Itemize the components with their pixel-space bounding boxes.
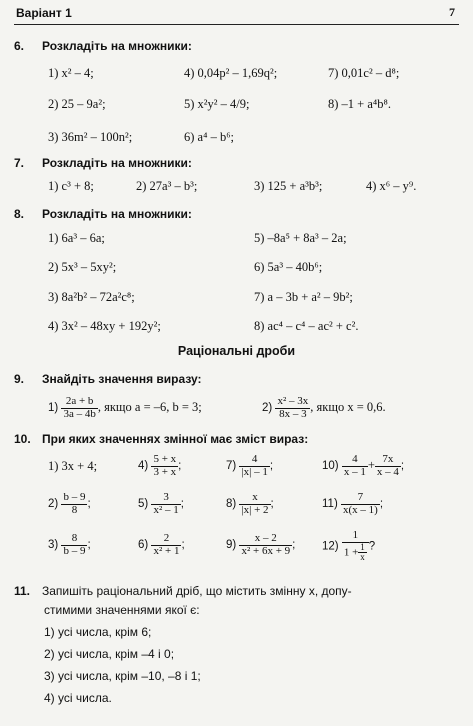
page-number: 7	[449, 5, 455, 19]
task-9-item-2: 2) $\frac{\text{x² – 3x}}{8x - 3}$ , якщо x = 0,6.	[262, 395, 386, 420]
task-10-item-6: 6) $\frac{2}{\text{x² + 1}}$ ;	[138, 532, 185, 557]
task-title: Знайдіть значення виразу:	[42, 372, 202, 386]
task-8-item: 5) –8a⁵ + 8a³ – 2a;	[254, 231, 347, 245]
task-6-item: 8) –1 + a⁴b⁸.	[328, 97, 391, 111]
task-title: Розкладіть на множники:	[42, 39, 192, 53]
task-number: 8.	[14, 207, 25, 221]
task-10-item-5: 5) $\frac{3}{\text{x² – 1}}$ ;	[138, 491, 184, 516]
task-10-item-4: 4) $\frac{5 + x}{3 + x}$ ;	[138, 453, 182, 478]
task-7-item: 2) 27a³ – b³;	[136, 179, 198, 193]
task-10-item-12: 12) 1 1 + $\frac{1}{x}$ ?	[322, 529, 376, 562]
task-6-item: 3) 36m² – 100n²;	[48, 130, 133, 144]
task-11-item: 4) усі числа.	[44, 691, 112, 705]
task-8-item: 4) 3x² – 48xy + 192y²;	[48, 319, 161, 333]
task-number: 6.	[14, 39, 25, 53]
task-9-heading	[14, 373, 202, 386]
variant-label: Варіант 1	[16, 6, 72, 20]
task-10-item-11: 11) $\frac{7}{x(x - 1)}$ ;	[322, 491, 384, 516]
task-7-item: 1) c³ + 8;	[48, 179, 94, 193]
task-number: 9.	[14, 372, 25, 386]
task-8-item: 1) 6a³ – 6a;	[48, 231, 105, 245]
task-number: 10.	[14, 432, 31, 446]
task-6-item: 2) 25 – 9a²;	[48, 97, 106, 111]
fraction: $\frac{2a + b}{3a - 4b}$	[63, 395, 96, 420]
task-11-heading	[14, 585, 352, 598]
task-10-heading	[14, 433, 308, 446]
task-10-item-10: 10) $\frac{4}{x - 1}$ + $\frac{7x}{x - 4}$ ;	[322, 453, 405, 478]
task-8-item: 3) 8a²b² – 72a²c⁸;	[48, 290, 135, 304]
task-8-item: 8) ac⁴ – c⁴ – ac² + c².	[254, 319, 359, 333]
task-7-heading	[14, 157, 192, 170]
task-8-item: 7) a – 3b + a² – 9b²;	[254, 290, 353, 304]
task-10-item-3: 3) $\frac{8}{b - 9}$ ;	[48, 532, 91, 557]
task-11-item: 1) усі числа, крім 6;	[44, 625, 152, 639]
fraction: $\frac{\text{x² – 3x}}{8x - 3}$	[277, 395, 309, 420]
task-number: 11.	[14, 584, 31, 598]
task-8-heading	[14, 208, 192, 221]
task-10-item-1: 1) 3x + 4;	[48, 459, 98, 473]
task-title: Розкладіть на множники:	[42, 156, 192, 170]
task-10-item-8: 8) $\frac{x}{|x| + 2}$ ;	[226, 491, 274, 516]
task-title: Запишіть раціональний дріб, що містить змінну x, допу-	[42, 584, 352, 598]
task-6-item: 5) x²y² – 4/9;	[184, 97, 250, 111]
page-header	[14, 6, 459, 25]
task-6-item: 6) a⁴ – b⁶;	[184, 130, 235, 144]
section-title: Раціональні дроби	[177, 344, 296, 358]
task-7-item: 4) x⁶ – y⁹.	[366, 179, 417, 193]
task-10-item-9: 9) $\frac{x - 2}{\text{x² + 6x + 9}}$ ;	[226, 532, 296, 557]
task-6-heading	[14, 40, 192, 53]
task-9-item-1: 1) $\frac{2a + b}{3a - 4b}$ , якщо a = –6, b = 3;	[48, 395, 202, 420]
task-10-item-7: 7) $\frac{4}{|x| - 1}$ ;	[226, 453, 274, 478]
task-11-title-continued: стимими значеннями якої є:	[44, 603, 200, 617]
task-6-item: 7) 0,01c² – d⁸;	[328, 66, 400, 80]
task-11-item: 3) усі числа, крім –10, –8 і 1;	[44, 669, 201, 683]
task-title: Розкладіть на множники:	[42, 207, 192, 221]
task-8-item: 6) 5a³ – 40b⁶;	[254, 260, 323, 274]
task-10-item-2: 2) $\frac{b - 9}{8}$ ;	[48, 491, 91, 516]
task-number: 7.	[14, 156, 25, 170]
task-title: При яких значеннях змінної має зміст вираз:	[42, 432, 309, 446]
task-6-item: 1) x² – 4;	[48, 66, 94, 80]
task-8-item: 2) 5x³ – 5xy²;	[48, 260, 117, 274]
task-7-item: 3) 125 + a³b³;	[254, 179, 323, 193]
task-11-item: 2) усі числа, крім –4 і 0;	[44, 647, 175, 661]
task-6-item: 4) 0,04p² – 1,69q²;	[184, 66, 278, 80]
